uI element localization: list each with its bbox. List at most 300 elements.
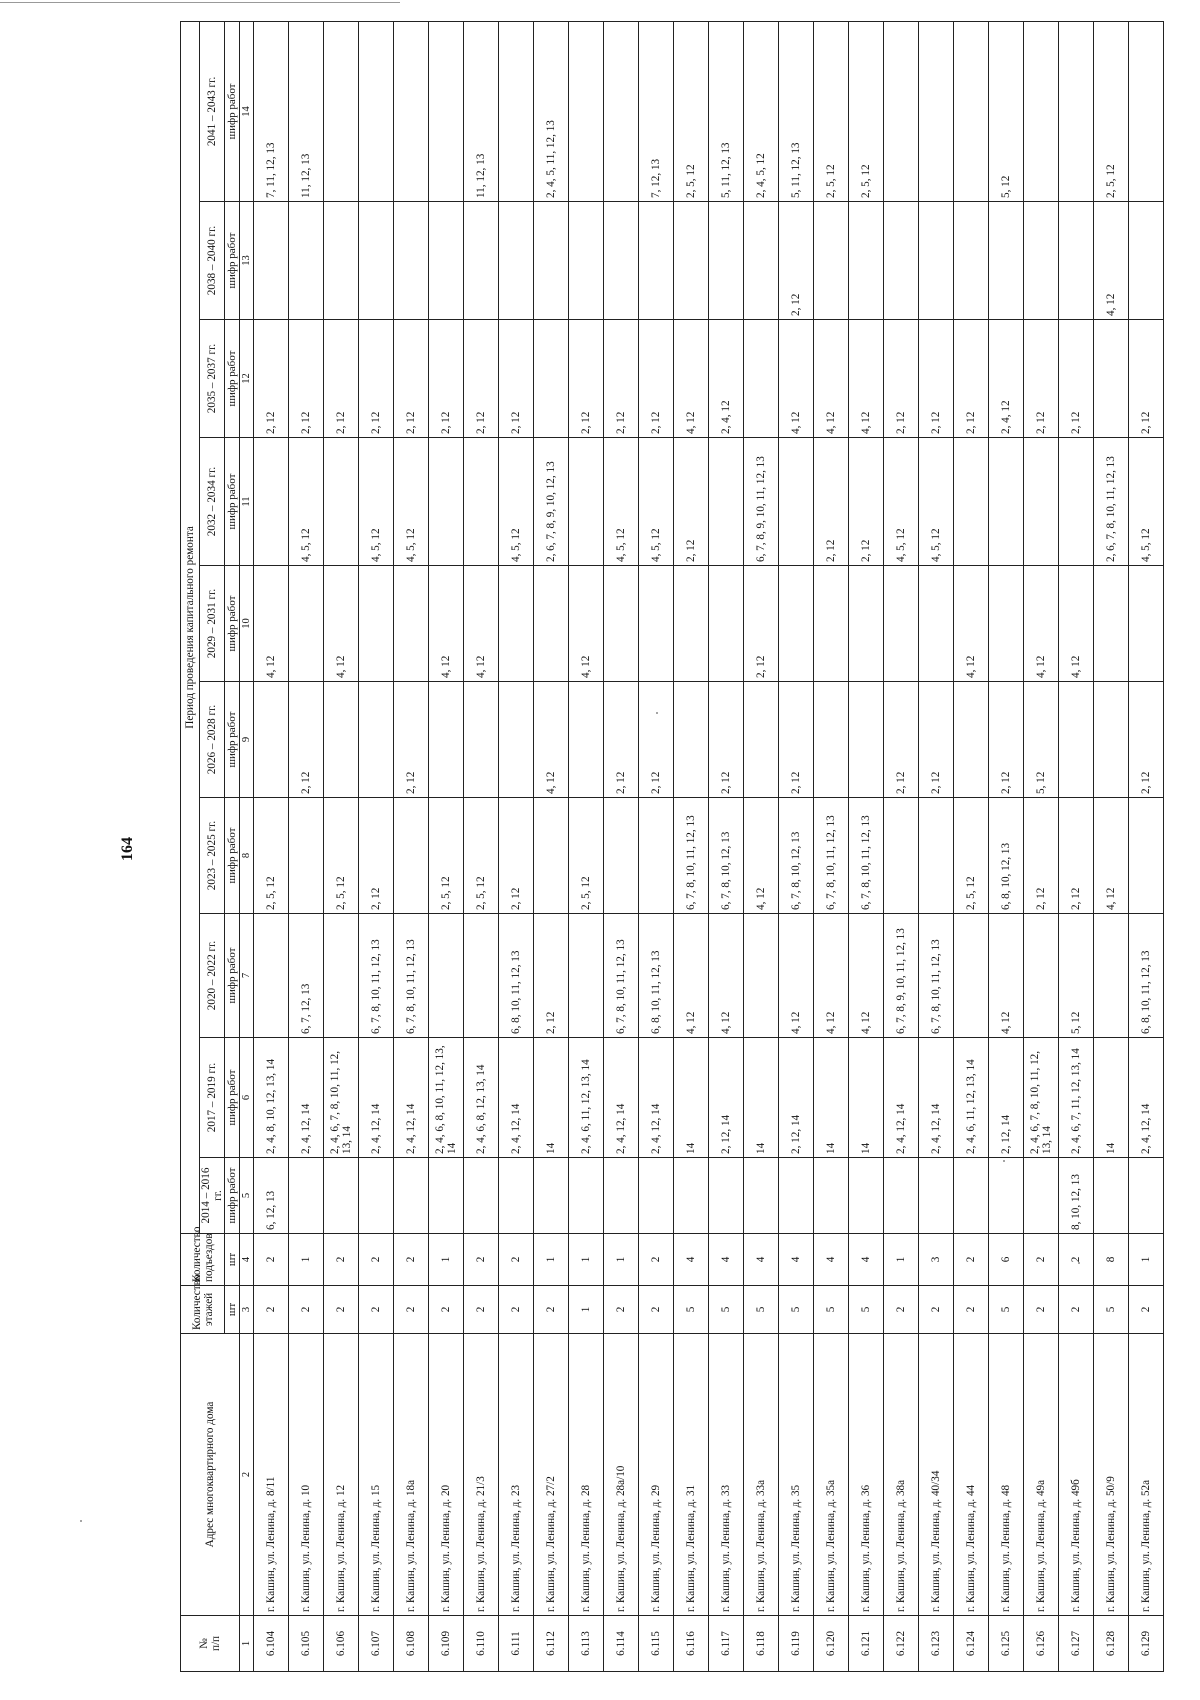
- row-period-codes: [289, 798, 324, 914]
- column-number: 12: [240, 320, 254, 438]
- header-address: Адрес многоквартирного дома: [181, 1334, 240, 1616]
- row-period-codes: 2, 12: [884, 320, 919, 438]
- row-period-codes: 14: [534, 1038, 569, 1158]
- row-floors: 1: [569, 1286, 604, 1334]
- row-number: 6.105: [289, 1616, 324, 1672]
- row-period-codes: [429, 1158, 464, 1234]
- row-period-codes: [814, 202, 849, 320]
- row-entrances: 2: [464, 1234, 499, 1286]
- row-period-codes: 2, 12: [814, 438, 849, 566]
- row-period-codes: 2, 12: [954, 320, 989, 438]
- row-period-codes: 4, 12: [744, 798, 779, 914]
- row-period-codes: 5, 11, 12, 13: [779, 21, 814, 201]
- row-period-codes: [429, 202, 464, 320]
- row-period-codes: 2, 4, 12, 14: [604, 1038, 639, 1158]
- row-period-codes: 5, 12: [989, 21, 1024, 201]
- column-number: 8: [240, 798, 254, 914]
- row-period-codes: 2, 12: [394, 682, 429, 798]
- row-period-codes: 8, 10, 12, 13: [1059, 1158, 1094, 1234]
- row-period-codes: [849, 566, 884, 682]
- row-period-codes: 2, 12: [499, 320, 534, 438]
- row-address: г. Кашин, ул. Ленина, д. 21/3: [464, 1334, 499, 1616]
- table-row: [744, 21, 779, 1671]
- row-period-codes: [254, 914, 289, 1038]
- column-number: 3: [240, 1286, 254, 1334]
- header-work-code-4: шифр работ: [225, 682, 240, 798]
- row-number: 6.117: [709, 1616, 744, 1672]
- row-period-codes: [674, 682, 709, 798]
- column-number: 11: [240, 438, 254, 566]
- row-period-codes: 4, 12: [534, 682, 569, 798]
- row-period-codes: [1024, 1158, 1059, 1234]
- row-period-codes: 4, 5, 12: [639, 438, 674, 566]
- row-number: 6.104: [254, 1616, 289, 1672]
- row-period-codes: [884, 798, 919, 914]
- header-period-8: 2038 – 2040 гг.: [200, 202, 225, 320]
- row-period-codes: 2, 12: [604, 320, 639, 438]
- row-period-codes: 2, 12: [359, 798, 394, 914]
- row-period-codes: [604, 566, 639, 682]
- table-row: [639, 21, 674, 1671]
- row-period-codes: [359, 21, 394, 201]
- row-period-codes: [429, 914, 464, 1038]
- row-period-codes: [989, 202, 1024, 320]
- row-period-codes: 4, 12: [849, 320, 884, 438]
- row-period-codes: 2, 4, 6, 8, 10, 11, 12, 13, 14: [429, 1038, 464, 1158]
- header-work-code-1: шифр работ: [225, 1038, 240, 1158]
- row-period-codes: [289, 1158, 324, 1234]
- row-period-codes: [639, 1158, 674, 1234]
- table-row: [709, 21, 744, 1671]
- row-period-codes: 2, 4, 6, 7, 8, 10, 11, 12, 13, 14: [324, 1038, 359, 1158]
- row-period-codes: 4, 5, 12: [394, 438, 429, 566]
- row-entrances: 4: [674, 1234, 709, 1286]
- row-period-codes: [1059, 682, 1094, 798]
- row-period-codes: 2, 12: [1129, 320, 1164, 438]
- column-number: 14: [240, 21, 254, 201]
- header-period-3: 2023 – 2025 гг.: [200, 798, 225, 914]
- row-entrances: 4: [779, 1234, 814, 1286]
- row-period-codes: [569, 202, 604, 320]
- row-period-codes: 4, 12: [1094, 202, 1129, 320]
- row-entrances: 8: [1094, 1234, 1129, 1286]
- row-period-codes: [639, 202, 674, 320]
- row-period-codes: 4, 12: [254, 566, 289, 682]
- row-period-codes: 2, 12: [1059, 320, 1094, 438]
- row-entrances: 2: [639, 1234, 674, 1286]
- row-period-codes: [534, 566, 569, 682]
- row-period-codes: [919, 566, 954, 682]
- row-number: 6.122: [884, 1616, 919, 1672]
- row-period-codes: [709, 438, 744, 566]
- document-sheet: [180, 76, 1152, 1672]
- row-floors: 5: [1094, 1286, 1129, 1334]
- row-entrances: 2: [499, 1234, 534, 1286]
- row-period-codes: 4, 12: [709, 914, 744, 1038]
- row-period-codes: [1059, 202, 1094, 320]
- row-period-codes: [674, 202, 709, 320]
- row-period-codes: [849, 682, 884, 798]
- row-period-codes: 6, 8, 10, 12, 13: [989, 798, 1024, 914]
- row-number: 6.128: [1094, 1616, 1129, 1672]
- row-period-codes: 5, 11, 12, 13: [709, 21, 744, 201]
- row-period-codes: [359, 202, 394, 320]
- row-period-codes: [1129, 21, 1164, 201]
- column-number: 9: [240, 682, 254, 798]
- row-address: г. Кашин, ул. Ленина, д. 28а/10: [604, 1334, 639, 1616]
- row-address: г. Кашин, ул. Ленина, д. 28: [569, 1334, 604, 1616]
- row-period-codes: [499, 1158, 534, 1234]
- table-row: [534, 21, 569, 1671]
- table-row: [884, 21, 919, 1671]
- row-number: 6.129: [1129, 1616, 1164, 1672]
- row-period-codes: [429, 21, 464, 201]
- row-period-codes: [779, 566, 814, 682]
- row-period-codes: 2, 4, 5, 11, 12, 13: [534, 21, 569, 201]
- row-period-codes: 4, 12: [1024, 566, 1059, 682]
- row-period-codes: 4, 12: [324, 566, 359, 682]
- row-address: г. Кашин, ул. Ленина, д. 10: [289, 1334, 324, 1616]
- row-period-codes: 6, 7, 8, 10, 11, 12, 13: [604, 914, 639, 1038]
- row-period-codes: 4, 5, 12: [919, 438, 954, 566]
- row-period-codes: 2, 12: [534, 914, 569, 1038]
- row-period-codes: 4, 12: [849, 914, 884, 1038]
- row-period-codes: 2, 4, 12, 14: [1129, 1038, 1164, 1158]
- table-row: [569, 21, 604, 1671]
- row-period-codes: 2, 12: [1024, 320, 1059, 438]
- row-period-codes: 2, 12: [639, 320, 674, 438]
- row-period-codes: 7, 11, 12, 13: [254, 21, 289, 201]
- header-work-code-9: шифр работ: [225, 21, 240, 201]
- row-period-codes: 4, 12: [779, 320, 814, 438]
- row-period-codes: 2, 12: [919, 320, 954, 438]
- row-period-codes: [324, 438, 359, 566]
- row-entrances: 1: [884, 1234, 919, 1286]
- row-entrances: 2: [324, 1234, 359, 1286]
- table-row: [359, 21, 394, 1671]
- row-floors: 2: [884, 1286, 919, 1334]
- column-number: 7: [240, 914, 254, 1038]
- row-period-codes: 14: [814, 1038, 849, 1158]
- row-period-codes: [1059, 438, 1094, 566]
- row-period-codes: 2, 5, 12: [674, 21, 709, 201]
- row-period-codes: 2, 12: [569, 320, 604, 438]
- row-period-codes: [464, 1158, 499, 1234]
- table-row: [1059, 21, 1094, 1671]
- row-period-codes: [394, 21, 429, 201]
- row-floors: 2: [289, 1286, 324, 1334]
- row-number: 6.110: [464, 1616, 499, 1672]
- row-address: г. Кашин, ул. Ленина, д. 20: [429, 1334, 464, 1616]
- row-floors: 5: [709, 1286, 744, 1334]
- row-period-codes: 7, 12, 13: [639, 21, 674, 201]
- row-entrances: 4: [744, 1234, 779, 1286]
- row-period-codes: 2, 5, 12: [814, 21, 849, 201]
- row-period-codes: 2, 12: [324, 320, 359, 438]
- row-period-codes: [1129, 1158, 1164, 1234]
- row-period-codes: 6, 7, 8, 10, 12, 13: [709, 798, 744, 914]
- row-number: 6.125: [989, 1616, 1024, 1672]
- row-period-codes: [814, 1158, 849, 1234]
- row-period-codes: 2, 4, 12, 14: [884, 1038, 919, 1158]
- header-period-1: 2017 – 2019 гг.: [200, 1038, 225, 1158]
- row-period-codes: 2, 5, 12: [954, 798, 989, 914]
- row-period-codes: 4, 12: [464, 566, 499, 682]
- row-period-codes: [1059, 21, 1094, 201]
- row-period-codes: [464, 438, 499, 566]
- table-row: [989, 21, 1024, 1671]
- row-period-codes: 2, 12: [1129, 682, 1164, 798]
- row-floors: 2: [394, 1286, 429, 1334]
- row-period-codes: [1129, 798, 1164, 914]
- row-period-codes: [1024, 914, 1059, 1038]
- row-period-codes: 2, 4, 12: [709, 320, 744, 438]
- row-floors: 2: [429, 1286, 464, 1334]
- row-period-codes: [569, 682, 604, 798]
- row-period-codes: 5, 12: [1059, 914, 1094, 1038]
- row-period-codes: 6, 7, 8, 9, 10, 11, 12, 13: [884, 914, 919, 1038]
- row-period-codes: 2, 4, 5, 12: [744, 21, 779, 201]
- row-entrances: 4: [849, 1234, 884, 1286]
- row-period-codes: [954, 682, 989, 798]
- table-header: [181, 21, 240, 1671]
- row-period-codes: 6, 7, 8, 10, 11, 12, 13: [674, 798, 709, 914]
- row-number: 6.106: [324, 1616, 359, 1672]
- row-period-codes: 2, 12: [919, 682, 954, 798]
- row-period-codes: [324, 21, 359, 201]
- row-floors: 2: [639, 1286, 674, 1334]
- rotated-table-container: [180, 76, 1152, 1672]
- row-period-codes: [534, 1158, 569, 1234]
- row-entrances: 1: [429, 1234, 464, 1286]
- row-period-codes: 11, 12, 13: [464, 21, 499, 201]
- row-address: г. Кашин, ул. Ленина, д. 23: [499, 1334, 534, 1616]
- row-entrances: 2: [954, 1234, 989, 1286]
- row-floors: 2: [1024, 1286, 1059, 1334]
- column-number: 13: [240, 202, 254, 320]
- row-entrances: 1: [604, 1234, 639, 1286]
- row-period-codes: 6, 7, 8, 10, 12, 13: [779, 798, 814, 914]
- header-period-9: 2041 – 2043 гг.: [200, 21, 225, 201]
- row-floors: 5: [744, 1286, 779, 1334]
- row-period-codes: 4, 12: [954, 566, 989, 682]
- column-numbers-row: [240, 21, 254, 1671]
- row-period-codes: [394, 202, 429, 320]
- row-address: г. Кашин, ул. Ленина, д. 35: [779, 1334, 814, 1616]
- row-entrances: 1: [289, 1234, 324, 1286]
- row-period-codes: [499, 682, 534, 798]
- row-period-codes: [1129, 566, 1164, 682]
- header-work-code-6: шифр работ: [225, 438, 240, 566]
- row-period-codes: 2, 4, 12, 14: [919, 1038, 954, 1158]
- row-entrances: 2: [394, 1234, 429, 1286]
- row-floors: 2: [1059, 1286, 1094, 1334]
- row-period-codes: [499, 566, 534, 682]
- header-period-4: 2026 – 2028 гг.: [200, 682, 225, 798]
- row-period-codes: 2, 12: [779, 202, 814, 320]
- table-row: [954, 21, 989, 1671]
- row-floors: 5: [674, 1286, 709, 1334]
- row-period-codes: 2, 4, 12, 14: [394, 1038, 429, 1158]
- row-address: г. Кашин, ул. Ленина, д. 52а: [1129, 1334, 1164, 1616]
- row-period-codes: 2, 4, 12, 14: [639, 1038, 674, 1158]
- row-period-codes: 2, 12: [359, 320, 394, 438]
- row-entrances: 2: [1024, 1234, 1059, 1286]
- row-entrances: 2: [1059, 1234, 1094, 1286]
- row-period-codes: 4, 12: [569, 566, 604, 682]
- table-row: [464, 21, 499, 1671]
- row-period-codes: 6, 7, 8, 9, 10, 11, 12, 13: [744, 438, 779, 566]
- row-period-codes: [674, 1158, 709, 1234]
- row-period-codes: [429, 438, 464, 566]
- row-entrances: 1: [569, 1234, 604, 1286]
- row-entrances: 3: [919, 1234, 954, 1286]
- row-address: г. Кашин, ул. Ленина, д. 29: [639, 1334, 674, 1616]
- row-period-codes: 2, 12: [779, 682, 814, 798]
- row-entrances: 6: [989, 1234, 1024, 1286]
- row-period-codes: 4, 12: [429, 566, 464, 682]
- row-address: г. Кашин, ул. Ленина, д. 49б: [1059, 1334, 1094, 1616]
- row-period-codes: [1024, 438, 1059, 566]
- row-period-codes: [884, 1158, 919, 1234]
- row-period-codes: 2, 4, 12: [989, 320, 1024, 438]
- row-number: 6.121: [849, 1616, 884, 1672]
- row-period-codes: 4, 12: [1094, 798, 1129, 914]
- header-work-code-8: шифр работ: [225, 202, 240, 320]
- header-work-code-5: шифр работ: [225, 566, 240, 682]
- row-period-codes: [324, 682, 359, 798]
- scan-edge-line: [0, 2, 400, 3]
- row-period-codes: 2, 5, 12: [849, 21, 884, 201]
- row-period-codes: 2, 4, 6, 7, 8, 10, 11, 12, 13, 14: [1024, 1038, 1059, 1158]
- table-row: [919, 21, 954, 1671]
- header-period-group: Период проведения капитального ремонта: [181, 21, 200, 1233]
- table-row: [1129, 21, 1164, 1671]
- table-row: [1024, 21, 1059, 1671]
- row-address: г. Кашин, ул. Ленина, д. 18а: [394, 1334, 429, 1616]
- row-floors: 2: [359, 1286, 394, 1334]
- row-period-codes: 2, 4, 12, 14: [499, 1038, 534, 1158]
- row-address: г. Кашин, ул. Ленина, д. 15: [359, 1334, 394, 1616]
- row-period-codes: [534, 320, 569, 438]
- row-period-codes: [884, 202, 919, 320]
- row-entrances: 2: [254, 1234, 289, 1286]
- row-period-codes: 4, 5, 12: [1129, 438, 1164, 566]
- row-period-codes: [1094, 1158, 1129, 1234]
- row-period-codes: [954, 1158, 989, 1234]
- row-period-codes: 2, 12: [709, 682, 744, 798]
- row-number: 6.119: [779, 1616, 814, 1672]
- row-period-codes: [919, 21, 954, 201]
- row-period-codes: [394, 566, 429, 682]
- column-number: 2: [240, 1334, 254, 1616]
- row-floors: 2: [254, 1286, 289, 1334]
- row-period-codes: 2, 6, 7, 8, 10, 11, 12, 13: [1094, 438, 1129, 566]
- row-period-codes: [989, 438, 1024, 566]
- row-period-codes: 2, 12, 14: [709, 1038, 744, 1158]
- row-address: г. Кашин, ул. Ленина, д. 8/11: [254, 1334, 289, 1616]
- row-period-codes: 6, 12, 13: [254, 1158, 289, 1234]
- row-number: 6.112: [534, 1616, 569, 1672]
- row-address: г. Кашин, ул. Ленина, д. 12: [324, 1334, 359, 1616]
- row-period-codes: [814, 682, 849, 798]
- row-period-codes: 4, 5, 12: [499, 438, 534, 566]
- row-number: 6.109: [429, 1616, 464, 1672]
- row-address: г. Кашин, ул. Ленина, д. 33а: [744, 1334, 779, 1616]
- row-period-codes: 2, 12: [1059, 798, 1094, 914]
- row-period-codes: 2, 12: [604, 682, 639, 798]
- row-number: 6.114: [604, 1616, 639, 1672]
- row-period-codes: 14: [744, 1038, 779, 1158]
- row-period-codes: [324, 202, 359, 320]
- row-period-codes: 2, 4, 6, 7, 11, 12, 13, 14: [1059, 1038, 1094, 1158]
- row-period-codes: [394, 798, 429, 914]
- row-period-codes: [779, 1158, 814, 1234]
- table-row: [674, 21, 709, 1671]
- row-period-codes: [989, 566, 1024, 682]
- table-row: [849, 21, 884, 1671]
- row-period-codes: [674, 566, 709, 682]
- row-period-codes: 14: [849, 1038, 884, 1158]
- scan-speck: [1003, 1160, 1005, 1162]
- table-row: [499, 21, 534, 1671]
- row-period-codes: 2, 12: [674, 438, 709, 566]
- scan-speck: [656, 712, 658, 714]
- header-period-5: 2029 – 2031 гг.: [200, 566, 225, 682]
- table-row: [289, 21, 324, 1671]
- row-period-codes: [744, 202, 779, 320]
- row-period-codes: 2, 4, 8, 10, 12, 13, 14: [254, 1038, 289, 1158]
- header-floors: Количество этажей: [181, 1286, 225, 1334]
- row-entrances: 4: [709, 1234, 744, 1286]
- row-period-codes: [709, 1158, 744, 1234]
- row-address: г. Кашин, ул. Ленина, д. 40/34: [919, 1334, 954, 1616]
- row-period-codes: 2, 5, 12: [429, 798, 464, 914]
- row-period-codes: 6, 8, 10, 11, 12, 13: [639, 914, 674, 1038]
- row-period-codes: [744, 682, 779, 798]
- row-period-codes: 2, 5, 12: [569, 798, 604, 914]
- row-period-codes: 2, 12: [429, 320, 464, 438]
- header-entrances: Количество подъездов: [181, 1234, 225, 1286]
- row-period-codes: [989, 1158, 1024, 1234]
- scan-speck: [80, 1520, 82, 1522]
- row-period-codes: 2, 12: [464, 320, 499, 438]
- row-period-codes: [1094, 566, 1129, 682]
- row-period-codes: [569, 1158, 604, 1234]
- table-row: [394, 21, 429, 1671]
- table-body: [240, 21, 1164, 1671]
- row-period-codes: 14: [674, 1038, 709, 1158]
- row-period-codes: 6, 7, 8, 10, 11, 12, 13: [814, 798, 849, 914]
- row-address: г. Кашин, ул. Ленина, д. 31: [674, 1334, 709, 1616]
- row-period-codes: [779, 438, 814, 566]
- row-period-codes: 2, 5, 12: [464, 798, 499, 914]
- row-period-codes: 4, 5, 12: [359, 438, 394, 566]
- row-period-codes: 2, 12: [1024, 798, 1059, 914]
- row-number: 6.113: [569, 1616, 604, 1672]
- row-period-codes: [359, 682, 394, 798]
- row-number: 6.126: [1024, 1616, 1059, 1672]
- row-entrances: 2: [359, 1234, 394, 1286]
- row-entrances: 4: [814, 1234, 849, 1286]
- row-period-codes: 2, 12: [849, 438, 884, 566]
- row-period-codes: 4, 12: [779, 914, 814, 1038]
- header-unit-entrances: шт: [225, 1234, 240, 1286]
- row-period-codes: 2, 12: [639, 682, 674, 798]
- row-period-codes: [1129, 202, 1164, 320]
- row-period-codes: [464, 914, 499, 1038]
- row-number: 6.108: [394, 1616, 429, 1672]
